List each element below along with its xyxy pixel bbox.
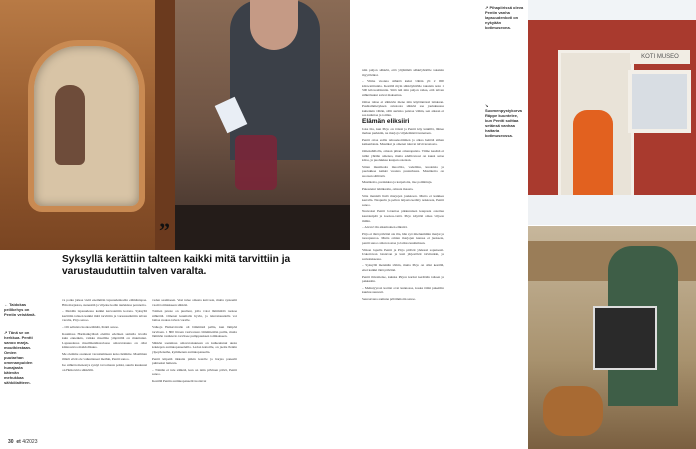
paragraph: Pirjo ei tänä päivänä ole ilta, hän syö mieluummin marjat ja tuorepuuroa. Mutta omien marjojen kanssa ei juokseta, pentti sanoo sitten nostaa ja laittaa kuulumaan. — [362, 231, 444, 245]
mirror-photo — [0, 0, 175, 250]
pull-quote — [62, 218, 332, 278]
pull-quote-text: Syksyllä kerättiin talteen kaikki mitä tarvittiin ja varustauduttiin talven varalta. — [62, 254, 291, 277]
paragraph: Omenahillolla, omaan pihan omenapuista. Viime kesänä ei tullut yhtään omenaa, mutta edellisvuosi on kuusi sataa kiloa, ja puolukkaa kaupan ostetaan. — [362, 148, 444, 163]
paragraph: va poika jatkaa vielä enemmän lapsuudenkodin elämäntapaa. Hän marjastaa, sienestää ja viljelee kodin nurkkissa perunoita. — [62, 298, 147, 307]
paragraph: Neuvoksi Pentti lorauttaa pikkuruisen kaupasta ostettua kauraleipää ja kookos-vettä. Pirjo käyttää omaa viljoon mihin. — [362, 209, 444, 223]
paragraph: Sitte mennää lisää marjojen joukkoon. Mutta ei kaikkea kerralla. Naapurin ja pellon laijasta kerätty nokkosta, Pentti sanoo. — [362, 193, 444, 207]
page-number: 30 — [8, 439, 14, 445]
kitchen-photo — [175, 0, 350, 250]
paragraph: Seuraavana aamuna pölömmotin sanoo. — [362, 296, 417, 301]
paragraph: – Oli sellaista luontoelämää, Pentti sanoo. — [62, 324, 119, 329]
man-face — [250, 0, 298, 50]
paragraph: Joka ilta, kun Pirjo on töissä ja Pentti käy lenkillä, lähtee mehua purkkiin, ne marjoja viljelemästä tunnetaan. — [362, 126, 444, 136]
paragraph: – Tänään ei tule sähköä, kun on näin pilvinen päivä, Pentti sanoo. — [152, 367, 237, 377]
paragraph: niin paljon sähköä, että ylijäämää sähköyhtiölle takaisin myytäväksi. — [362, 68, 444, 77]
paragraph: Iso sähkön menestys syntyi tai tomesta pohki, suurin kuukausi on Heikovirta sähköllä. — [62, 363, 147, 372]
paragraph: Mustikoita, puolukkaa ja karpaloita, itse poimittuja. — [362, 180, 433, 185]
publication-name: et — [16, 439, 21, 445]
accordion — [593, 306, 657, 370]
text-column-2 — [152, 298, 237, 386]
blender-jar — [235, 135, 277, 190]
paragraph: Viikon lopulla Pentti ja Pirjo pitävät yhdessä sopuisesti. Uskottavan loistavan ja lesti järjestävät talviturkin, ja savustuksessa. — [362, 247, 444, 261]
paragraph: Pentti ilmoittelee, kuinka Pirjon kartiat kerätään talteen ja pakkasiin. — [362, 274, 444, 284]
paragraph: – Viime vuonna sähköä kului vähän yli 2 000 kilowattituntia. Kesällä myin sähköyhtiölle takaisin noin 1 500 kilowattituntia. Siitä tuli niin paljon rahaa, että talven sähkölaskut saivat maksettua. — [362, 79, 444, 97]
house-photo — [528, 0, 696, 225]
caption-juice: ↗ Tänä se on herkkua. Pentti sanoo marja-mouthiestaan. Omien puutarhan omenanpuiden hunajasta kätevän mehukkaa sähkölaitteen. — [4, 330, 33, 385]
paragraph: Pakastetut lehtikaalia, omasta maasta. — [362, 187, 414, 192]
issue-number: 4/2023 — [22, 439, 38, 445]
accordion-photo — [528, 226, 696, 449]
paragraph: Kauniissa Harmankylässä elettiin edelleen samalla tavalla kuin ennenkin, vaikka maailma ympärillä on muuttunut. Lapsuudessa maailmanhistoriassa omavaraisuus on ollut kiinnostava mahdollisuus. — [62, 331, 147, 350]
paragraph: Me olemme osanneet varautumiseen koko ikämme. Maailman ilmiöt eivät ole vaikuttaneet meihin, Pentti sanoo. — [62, 351, 147, 361]
house-sign: KOTI MUSEO — [630, 50, 690, 64]
roof-snow — [528, 0, 696, 20]
paragraph: veden saamiseen. Vesi tulee omasta kaivosta, mutta systeemi vaatii toimiakseen sähköä. — [152, 298, 237, 307]
text-column-3 — [362, 68, 444, 304]
wood-panel — [155, 0, 175, 250]
quote-mark: ” — [159, 218, 170, 243]
mirror-frame — [28, 40, 145, 212]
paragraph: Sitten mustikoita muovilta, vadelmia, kuoleisia ja puolukkaa kaikki vuonna puutarhasta. Mustikoita on suoraan säiliöstä. — [362, 164, 444, 178]
snow-ground — [528, 195, 696, 225]
mirror-reflection-figure — [55, 85, 85, 165]
paragraph: Sähkön saannissa omavaraisuuteen on kulkeutunut uusia kokkojen aurinkopaneeleilla. Ladon kattoille, on jaettu Pentin ylpeydenaihe, kymmenen aurinkopaneelia. — [152, 340, 237, 354]
paragraph: – Meidän lapsuudessa kaikki kasvatettiin kotona. Syksyllä kerättiin talteen kaikki mitä tarvittiin ja varustauduttiin talven varalta, Pirjo sanoo. — [62, 309, 147, 323]
paragraph: Pentti kiipeää tikkaita pitkin katolle ja harjaa paneelit puhtaaksi lumesta. — [152, 356, 237, 366]
paragraph: – Syksyllä mennään töihin, mutta Pirjo on ollut kesällä, ettei kaikki tänä päivänä. — [362, 263, 444, 272]
caption-mirror: ← Taidokas peilikehys on Pentin veistämä. — [4, 302, 36, 317]
paragraph: Pentti ottaa esille tehosekoittimen ja alkaa heittää siihen kaikenlaisia. Mustikat ja omenat tulevat talvivarastosta. — [362, 137, 444, 147]
text-column-1 — [62, 298, 147, 374]
dog — [543, 386, 603, 436]
subheading: Elämän eliksiiri — [362, 117, 410, 125]
caption-house: ↗ Pihapiirissä oleva Pentin vanha lapsuudenkoti on nykyään kotimuseona. — [485, 5, 524, 30]
paragraph: – Mehutyyrosi kartiat ovat kunnossa, koska tämä pakettiin kuuluu suuresti. — [362, 285, 444, 295]
paragraph: Tolmen pruste on puuliesi, jolla voisi lämmittää ruokaa sähköttä. Omenat kuumalla hyvin, ja tulevaisuudella voi laittaa ruokaa talven varalle. — [152, 309, 237, 323]
paragraph: Omaa rahaa ei sähköön mene niin käytännössä lainkaan. Pusätammetyksen avustosta sähköä saa joulukuussa kuitenkin vähän, sillä aurinko paistaa vähän, sen aikaan ei saa kuluttaa ja toimia. — [362, 99, 444, 118]
caption-accordion: ↘ Suomenpystykorva Räppe kuuntelee, kun Pentti soittaa setänsä vanhaa haitaria kotimuseossa. — [485, 103, 522, 138]
paragraph: Valkoja Heikavirralle oli lämmintä pallia, kun lämpöä tarvitaan. 1 800 litraan vesivarasto lämmitetään puilla, mutta lämmön vesikierto tarvitsee pumppauksen toimiakseen. — [152, 324, 237, 339]
paragraph: – Aivan! On aikamoinen eliksiiri. — [362, 225, 408, 230]
house-window — [628, 70, 691, 133]
page-footer — [8, 439, 37, 445]
paragraph: Kesällä Pentin aurinkopaneelit tuottavat — [152, 378, 207, 383]
